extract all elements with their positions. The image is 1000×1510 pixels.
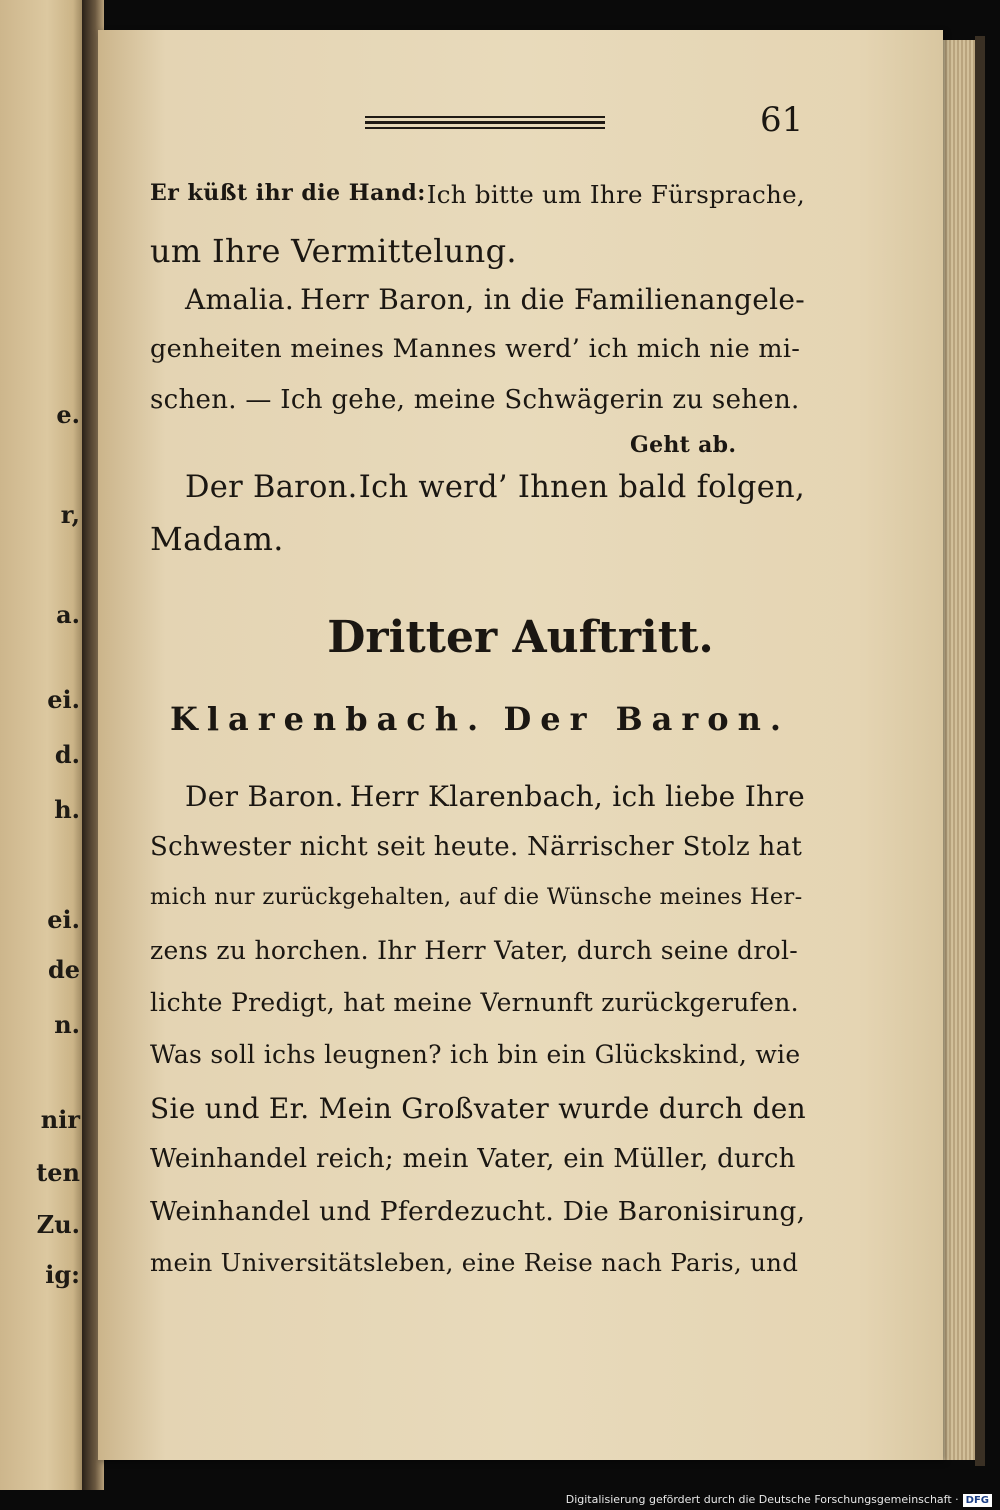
edge-fragment: h. — [54, 795, 80, 824]
text-line: Madam. — [150, 520, 284, 558]
text-line: schen. — Ich gehe, meine Schwägerin zu sehen. — [150, 385, 800, 415]
text-line: Schwester nicht seit heute. Närrischer Stolz hat — [150, 832, 803, 862]
line-text: Ich bitte um Ihre Fürsprache, — [426, 180, 805, 209]
text-line: mein Universitätsleben, eine Reise nach Paris, und — [150, 1248, 799, 1277]
text-line: genheiten meines Mannes werd’ ich mich nie mi- — [150, 334, 801, 364]
scene-heading: Dritter Auftritt. — [327, 612, 714, 663]
line-text: Herr Baron, in die Familienangele- — [300, 283, 805, 316]
edge-fragment: e. — [56, 400, 80, 429]
speaker-name: Der Baron. — [185, 470, 358, 505]
edge-fragment: n. — [54, 1010, 80, 1039]
scene-characters — [170, 700, 790, 738]
edge-fragment: de — [47, 955, 80, 984]
stage-direction: Er küßt ihr die Hand: — [150, 180, 426, 206]
stage-direction: Geht ab. — [630, 432, 737, 458]
text-line: lichte Predigt, hat meine Vernunft zurückgerufen. — [150, 988, 799, 1017]
edge-fragment: a. — [56, 600, 80, 629]
text-line — [150, 180, 805, 209]
edge-fragment: nir — [40, 1105, 80, 1134]
edge-fragment: ei. — [47, 905, 80, 934]
dfg-logo: DFG — [963, 1494, 992, 1507]
text-line — [185, 780, 805, 813]
text-line: um Ihre Vermittelung. — [150, 232, 517, 270]
speaker-name: Der Baron. — [185, 780, 344, 813]
edge-fragment: r, — [60, 500, 80, 529]
text-line: Weinhandel und Pferdezucht. Die Baronisirung, — [150, 1196, 806, 1227]
edge-fragment: ig: — [45, 1260, 80, 1289]
character-name: Der Baron. — [503, 700, 790, 738]
text-line: zens zu horchen. Ihr Herr Vater, durch seine drol- — [150, 936, 798, 965]
text-line: Sie und Er. Mein Großvater wurde durch den — [150, 1092, 806, 1125]
footer-text: Digitalisierung gefördert durch die Deutsche Forschungsgemeinschaft · — [565, 1493, 959, 1506]
header-ornament — [365, 116, 605, 128]
text-line — [185, 283, 805, 316]
line-text: Ich werd’ Ihnen bald folgen, — [358, 470, 805, 505]
edge-fragment: ten — [36, 1158, 80, 1187]
text-line: Was soll ichs leugnen? ich bin ein Glückskind, wie — [150, 1040, 801, 1069]
text-line: mich nur zurückgehalten, auf die Wünsche meines Her- — [150, 884, 803, 910]
page-number: 61 — [760, 100, 804, 140]
character-name: Klarenbach. — [170, 700, 488, 738]
edge-fragment: d. — [54, 740, 80, 769]
edge-fragment: ei. — [47, 685, 80, 714]
speaker-name: Amalia. — [185, 283, 295, 316]
digitization-footer — [0, 1490, 1000, 1510]
text-line: Weinhandel reich; mein Vater, ein Müller, durch — [150, 1144, 796, 1174]
edge-fragment: Zu. — [36, 1210, 80, 1239]
text-line — [185, 470, 805, 505]
previous-page — [0, 0, 86, 1490]
cover-edge — [975, 36, 985, 1466]
line-text: Herr Klarenbach, ich liebe Ihre — [349, 780, 805, 813]
